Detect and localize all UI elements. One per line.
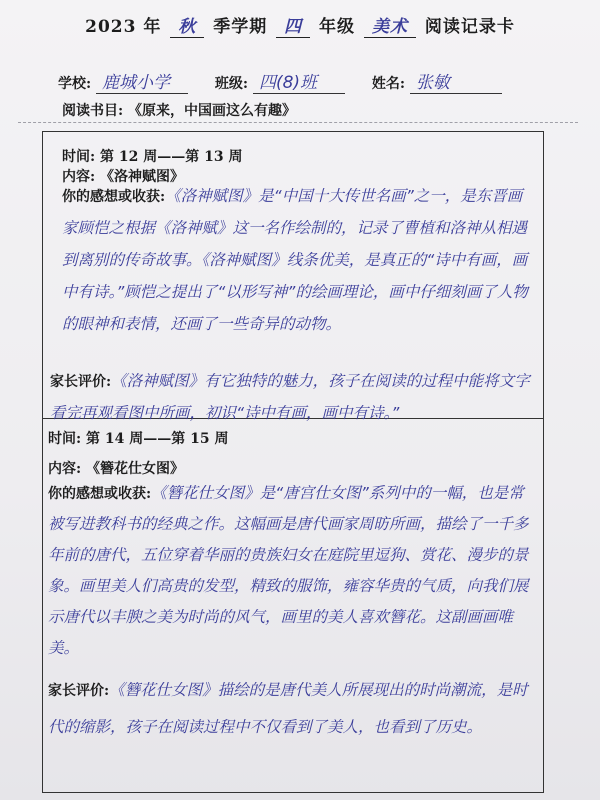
entry-2-feeling-label: 你的感想或收获: <box>48 486 152 502</box>
title-grade: 四 <box>276 12 310 38</box>
entry-2-parent-comment <box>48 672 538 746</box>
entry-2-time-value: 第 14 周——第 15 周 <box>86 431 229 447</box>
entry-1-time <box>62 146 243 166</box>
entry-2-content-value: 《簪花仕女图》 <box>86 461 185 477</box>
student-info-row <box>58 68 502 94</box>
entry-2-content-label: 内容: <box>48 461 82 477</box>
title-year-suffix: 年 <box>143 17 162 37</box>
entry-1-time-value: 第 12 周——第 13 周 <box>100 149 243 165</box>
name-field[interactable]: 张敏 <box>410 68 502 94</box>
entry-2-parent-text[interactable]: 《簪花仕女图》描绘的是唐代美人所展现出的时尚潮流，是时代的缩影，孩子在阅读过程中不仅看到了美人，也看到了历史。 <box>48 681 528 736</box>
entry-2-parent-label: 家长评价: <box>48 683 110 699</box>
name-label: 姓名: <box>371 76 406 92</box>
entry-1-feeling-label: 你的感想或收获: <box>62 189 166 205</box>
class-field[interactable]: 四(8)班 <box>253 68 345 94</box>
entry-1-time-label: 时间: <box>62 149 96 165</box>
book-row <box>62 100 296 120</box>
entry-2-feeling <box>48 478 536 664</box>
entry-2-time-label: 时间: <box>48 431 82 447</box>
entry-1-parent-text[interactable]: 《洛神赋图》有它独特的魅力，孩子在阅读的过程中能将文字看完再观看图中所画，初识“诗中有画，画中有诗。” <box>50 372 530 422</box>
entry-1-feeling <box>62 181 532 341</box>
school-field[interactable]: 鹿城小学 <box>96 68 188 94</box>
entry-2-feeling-text[interactable]: 《簪花仕女图》是“唐宫仕女图”系列中的一幅，也是常被写进教科书的经典之作。这幅画是唐代画家周昉所画，描绘了一千多年前的唐代，五位穿着华丽的贵族妇女在庭院里逗狗、赏花、漫步的景象。画里美人们高贵的发型，精致的服饰，雍容华贵的气质，向我们展示唐代以丰腴之美为时尚的风气，画里的美人喜欢簪花。这副画画唯美。 <box>48 484 529 657</box>
school-label: 学校: <box>58 76 92 92</box>
title-season: 秋 <box>170 12 204 38</box>
entry-1-feeling-text[interactable]: 《洛神赋图》是“中国十大传世名画”之一，是东晋画家顾恺之根据《洛神赋》这一名作绘制的，记录了曹植和洛神从相遇到离别的传奇故事。《洛神赋图》线条优美，是真正的“诗中有画，画中有诗。”顾恺之提出了“以形写神”的绘画理论，画中仔细刻画了人物的眼神和表情，还画了一些奇异的动物。 <box>62 187 528 333</box>
dashed-divider <box>18 122 578 123</box>
entry-1-parent-label: 家长评价: <box>50 374 112 390</box>
title-suffix: 阅读记录卡 <box>424 17 515 37</box>
book-label: 阅读书目: <box>62 103 124 119</box>
title-season-suffix: 季学期 <box>213 17 268 37</box>
title-grade-suffix: 年级 <box>319 17 356 37</box>
entry-2-content <box>48 458 184 478</box>
entry-1-parent-comment <box>50 366 534 430</box>
class-label: 班级: <box>214 76 249 92</box>
title-subject: 美术 <box>364 12 416 38</box>
entry-2-time <box>48 428 229 448</box>
title-year: 2023 <box>85 17 137 37</box>
entry-1-content-value: 《洛神赋图》 <box>100 169 185 185</box>
entry-1-content-label: 内容: <box>62 169 96 185</box>
card-title <box>0 12 600 38</box>
book-title: 《原来，中国画这么有趣》 <box>128 103 297 119</box>
